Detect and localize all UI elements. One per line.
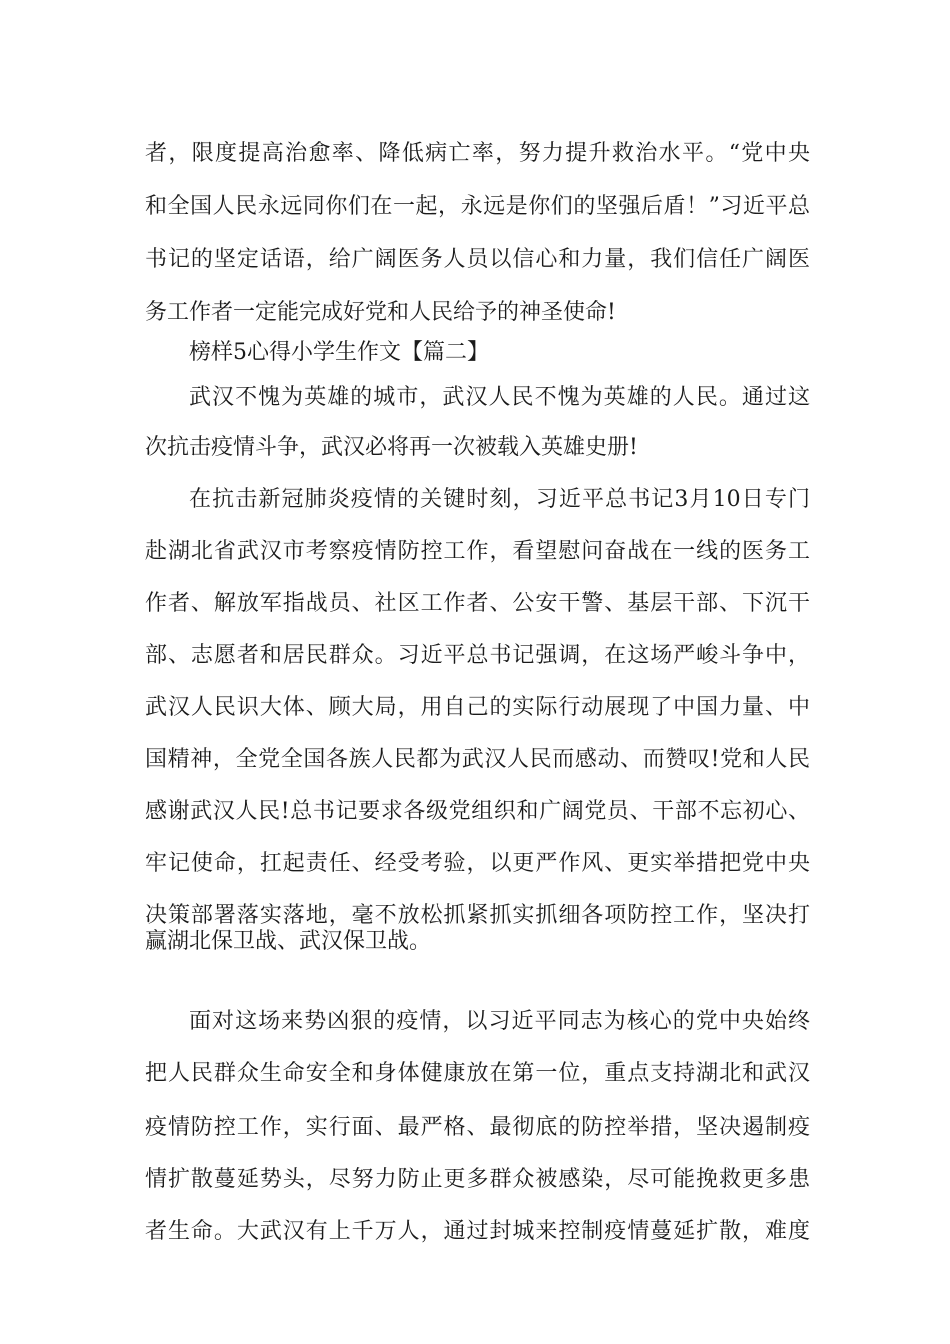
text-line: 决策部署落实落地，毫不放松抓紧抓实抓细各项防控工作，坚决打	[145, 903, 810, 928]
text-line: 书记的坚定话语，给广阔医务人员以信心和力量，我们信任广阔医	[145, 247, 810, 272]
text-line: 国精神，全党全国各族人民都为武汉人民而感动、而赞叹!党和人民	[145, 747, 810, 772]
text-line: 次抗击疫情斗争，武汉必将再一次被载入英雄史册!	[145, 435, 638, 460]
text-line: 把人民群众生命安全和身体健康放在第一位，重点支持湖北和武汉	[145, 1061, 810, 1086]
text-line: 情扩散蔓延势头，尽努力防止更多群众被感染，尽可能挽救更多患	[145, 1167, 810, 1192]
text-line: 赴湖北省武汉市考察疫情防控工作，看望慰问奋战在一线的医务工	[145, 539, 810, 564]
text-line: 者生命。大武汉有上千万人，通过封城来控制疫情蔓延扩散，难度	[145, 1219, 810, 1244]
text-line: 武汉人民识大体、顾大局，用自己的实际行动展现了中国力量、中	[145, 695, 810, 720]
text-line: 武汉不愧为英雄的城市，武汉人民不愧为英雄的人民。通过这	[189, 385, 810, 410]
text-line: 疫情防控工作，实行面、最严格、最彻底的防控举措，坚决遏制疫	[145, 1115, 810, 1140]
text-line: 部、志愿者和居民群众。习近平总书记强调，在这场严峻斗争中，	[145, 643, 810, 668]
text-line: 赢湖北保卫战、武汉保卫战。	[145, 929, 432, 954]
text-line: 面对这场来势凶狠的疫情，以习近平同志为核心的党中央始终	[189, 1009, 810, 1034]
text-line: 作者、解放军指战员、社区工作者、公安干警、基层干部、下沉干	[145, 591, 810, 616]
text-line: 务工作者一定能完成好党和人民给予的神圣使命!	[145, 300, 616, 325]
text-line: 牢记使命，扛起责任、经受考验，以更严作风、更实举措把党中央	[145, 851, 810, 876]
text-line: 和全国人民永远同你们在一起，永远是你们的坚强后盾！”习近平总	[145, 194, 810, 219]
section-heading: 榜样5心得小学生作文【篇二】	[189, 340, 489, 365]
text-line: 感谢武汉人民!总书记要求各级党组织和广阔党员、干部不忘初心、	[145, 799, 810, 824]
text-line: 者，限度提高治愈率、降低病亡率，努力提升救治水平。“党中央	[145, 141, 810, 166]
text-line: 在抗击新冠肺炎疫情的关键时刻，习近平总书记3月10日专门	[189, 487, 810, 512]
